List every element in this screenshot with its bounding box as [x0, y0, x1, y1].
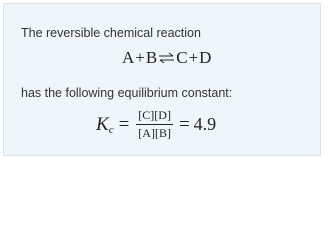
product-d: D	[199, 48, 212, 67]
fraction-denominator: [A][B]	[138, 126, 171, 140]
equals-sign: =	[118, 113, 130, 135]
plus-sign: +	[135, 48, 145, 67]
equilibrium-arrow-icon	[158, 51, 175, 65]
equals-sign: =	[178, 113, 190, 135]
concentration-fraction	[136, 108, 173, 141]
reactant-a: A	[122, 48, 135, 67]
question-panel	[3, 3, 321, 156]
fraction-numerator: [C][D]	[138, 108, 171, 122]
reaction-equation	[122, 48, 211, 68]
product-c: C	[176, 48, 188, 67]
constant-intro-text: has the following equilibrium constant:	[21, 86, 233, 100]
k-subscript: c	[108, 123, 114, 136]
k-symbol: K	[96, 113, 109, 135]
equilibrium-constant-equation	[96, 108, 216, 141]
intro-text: The reversible chemical reaction	[21, 26, 201, 40]
reactant-b: B	[145, 48, 158, 67]
k-value: 4.9	[193, 114, 217, 134]
plus-sign: +	[188, 48, 199, 67]
